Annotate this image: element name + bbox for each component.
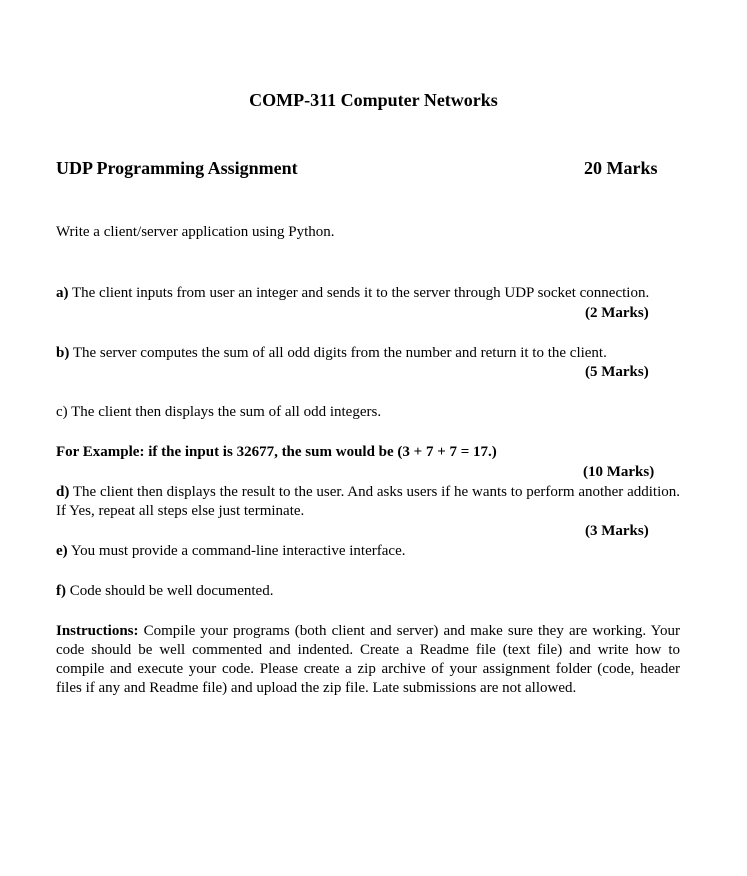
item-d-label: d) — [56, 484, 70, 500]
item-c-text: The client then displays the sum of all odd integers. — [67, 404, 382, 420]
example-text: For Example: if the input is 32677, the sum would be (3 + 7 + 7 = 17.) — [56, 444, 497, 460]
total-marks: 20 Marks — [584, 158, 658, 178]
item-e-label: e) — [56, 543, 68, 559]
item-c-label: c) — [56, 404, 68, 420]
item-f — [56, 582, 682, 601]
item-a-text: The client inputs from user an integer and sends it to the server through UDP socket connection. — [68, 285, 650, 301]
item-b-label: b) — [56, 345, 70, 361]
instructions-label: Instructions: — [56, 623, 139, 639]
item-d-marks: (3 Marks) — [585, 523, 649, 539]
item-a-label: a) — [56, 285, 69, 301]
item-e-text: You must provide a command-line interactive interface. — [67, 543, 406, 559]
item-a-marks: (2 Marks) — [585, 305, 649, 321]
instructions-text: Compile your programs (both client and server) and make sure they are working. Your code should be well commented and indented. Create a Readme file (text file) and write how to compile and execute your code. Please create a zip archive of your assignment folder (code, header files if any and Readme file) and upload the zip file. Late submissions are not allowed. — [56, 623, 680, 696]
item-d — [56, 483, 680, 521]
item-b-text: The server computes the sum of all odd digits from the number and return it to the client. — [69, 345, 607, 361]
example-marks: (10 Marks) — [583, 464, 655, 480]
assignment-title: UDP Programming Assignment — [56, 158, 298, 178]
item-e — [56, 542, 682, 561]
item-f-text: Code should be well documented. — [66, 583, 274, 599]
item-a — [56, 284, 696, 303]
item-b-marks: (5 Marks) — [585, 364, 649, 380]
course-title: COMP-311 Computer Networks — [249, 90, 498, 110]
item-f-label: f) — [56, 583, 66, 599]
item-b — [56, 344, 682, 363]
item-c — [56, 403, 682, 422]
item-d-text: The client then displays the result to the user. And asks users if he wants to perform another addition. If Yes, repeat all steps else just terminate. — [56, 484, 680, 519]
intro-text: Write a client/server application using Python. — [56, 224, 335, 240]
instructions-paragraph — [56, 622, 680, 698]
